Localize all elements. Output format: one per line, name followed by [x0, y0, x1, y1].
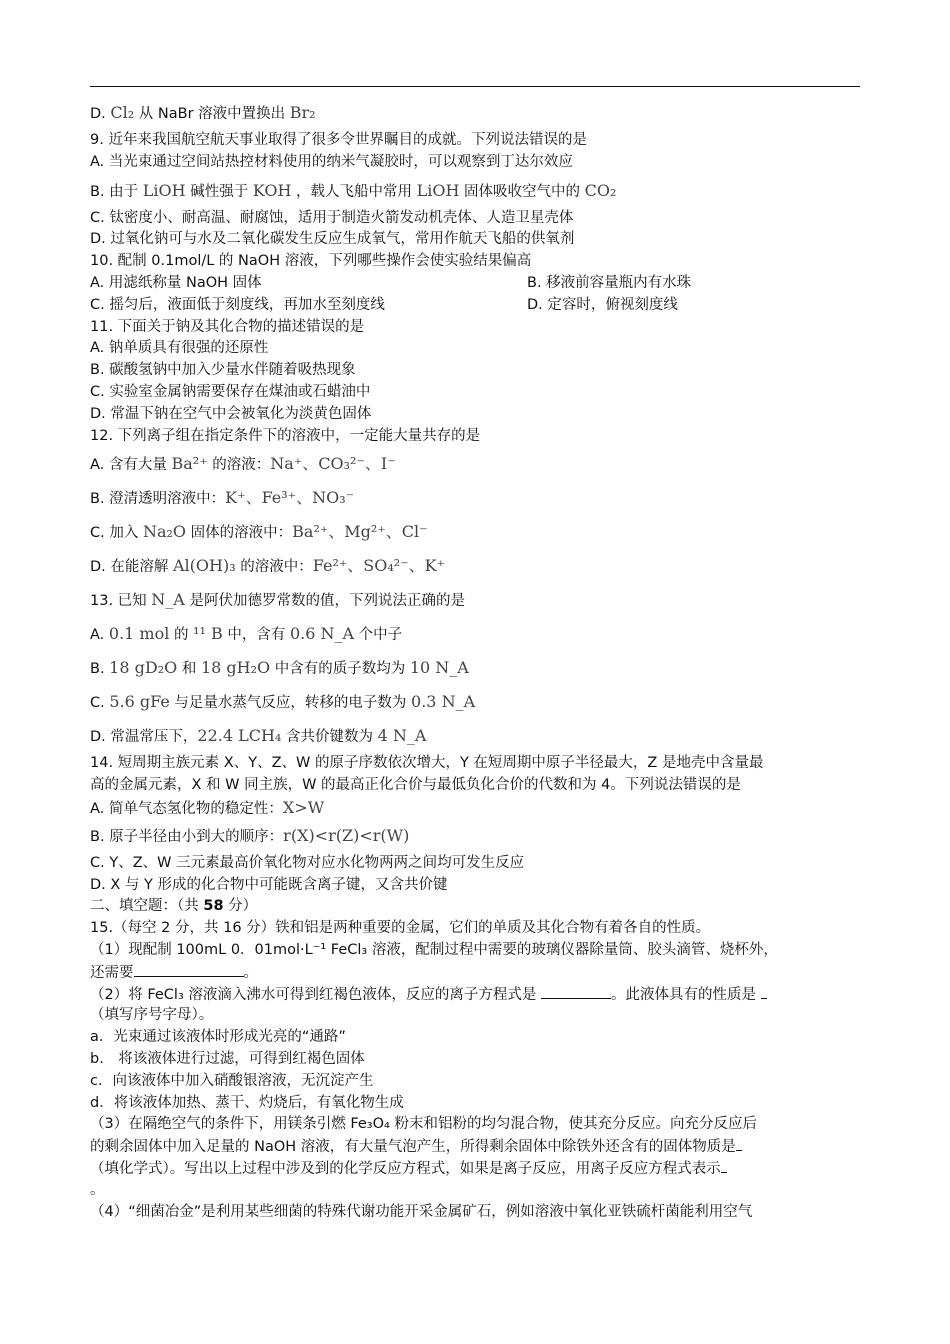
text-line: [90, 819, 860, 853]
text-span: 14. 短周期主族元素 X、Y、Z、W 的原子序数依次增大，Y 在短周期中原子半径最大，Z 是地壳中含量最: [90, 755, 764, 772]
text-line: [90, 719, 860, 753]
text-line: [90, 174, 860, 208]
text-span: ，载人飞船中常用: [291, 183, 417, 200]
text-line: [90, 426, 860, 448]
text-span: C. 实验室金属钠需要保存在煤油或石蜡油中: [90, 383, 371, 400]
text-span: A.: [90, 627, 109, 644]
text-span: 的: [169, 627, 194, 644]
text-span: 还需要: [90, 964, 134, 981]
text-line: [90, 853, 860, 875]
text-span: A. 含有大量: [90, 457, 172, 474]
text-line: [90, 229, 860, 251]
text-span: C. Y、Z、W 三元素最高价氧化物对应水化物两两之间均可发生反应: [90, 854, 525, 871]
formula: Na₂O: [142, 522, 187, 542]
text-line: [90, 583, 860, 617]
text-span: A. 用滤纸称量 NaOH 固体: [90, 274, 262, 291]
text-line: [90, 96, 860, 130]
text-line: [90, 1049, 860, 1071]
text-line: [90, 1136, 860, 1158]
formula: Al(OH)₃: [173, 556, 236, 576]
text-span: 二、填空题：（共: [90, 898, 204, 915]
text-line: [90, 1202, 860, 1224]
text-line: [90, 251, 860, 273]
text-line: [90, 918, 860, 940]
text-span: B. 原子半径由小到大的顺序：: [90, 828, 284, 845]
answer-blank: [134, 962, 244, 977]
text-line: [90, 273, 860, 295]
score-value: 58: [203, 898, 224, 915]
answer-blank: [761, 984, 767, 999]
text-span: A. 钠单质具有很强的还原性: [90, 340, 269, 357]
formula: 10 N_A: [409, 658, 469, 678]
text-span: 分）: [223, 898, 258, 915]
text-line: [90, 360, 860, 382]
formula: Ba²⁺、Mg²⁺、Cl⁻: [292, 522, 428, 542]
text-span: 是阿伏加德罗常数的值，下列说法正确的是: [184, 593, 465, 610]
text-span: D. 在能溶解: [90, 559, 173, 576]
formula: Fe²⁺、SO₄²⁻、K⁺: [312, 556, 446, 576]
text-line: [90, 382, 860, 404]
text-line: [90, 515, 860, 549]
formula: 22.4 LCH₄: [197, 726, 282, 746]
text-line: [90, 447, 860, 481]
text-span: （填写序号字母）。: [90, 1007, 214, 1024]
text-span: 的溶液中：: [235, 559, 313, 576]
text-span: d．将该液体加热、蒸干、灼烧后，有氧化物生成: [90, 1094, 404, 1111]
text-span: 11. 下面关于钠及其化合物的描述错误的是: [90, 318, 365, 335]
text-span: 与足量水蒸气反应，转移的电子数为: [169, 695, 412, 712]
text-span: D. 常温下钠在空气中会被氧化为淡黄色固体: [90, 405, 372, 422]
text-span: 高的金属元素，X 和 W 同主族，W 的最高正化合价与最低负化合价的代数和为 4。下列说法错误的是: [90, 777, 741, 794]
text-line: [90, 1093, 860, 1115]
option-right-column: D. 定容时，俯视刻度线: [527, 296, 678, 313]
text-span: 中，含有: [222, 627, 290, 644]
text-line: [90, 1071, 860, 1093]
text-line: [90, 753, 860, 775]
formula: 5.6 gFe: [109, 692, 170, 712]
answer-blank: [541, 984, 611, 999]
text-span: （1）现配制 100mL 0．01mol·L⁻¹ FeCl₃ 溶液，配制过程中需要的玻璃仪器除量筒、胶头滴管、烧杯外，: [90, 941, 778, 958]
text-line: [90, 940, 860, 962]
formula: Na⁺、CO₃²⁻、I⁻: [270, 454, 396, 474]
text-line: [90, 317, 860, 339]
text-line: [90, 1158, 860, 1180]
text-span: 的溶液：: [207, 457, 271, 474]
text-line: [90, 1180, 860, 1202]
text-span: 。: [243, 964, 258, 981]
text-span: 。: [90, 1181, 105, 1198]
formula: Br₂: [289, 103, 316, 122]
text-span: 固体的溶液中：: [186, 525, 293, 542]
text-line: [90, 152, 860, 174]
text-span: 的剩余固体中加入足量的 NaOH 溶液，有大量气泡产生，所得剩余固体中除铁外还含有的固体物质是: [90, 1139, 736, 1156]
text-span: 10. 配制 0.1mol/L 的 NaOH 溶液，下列哪些操作会使实验结果偏高: [90, 253, 532, 270]
text-span: B. 碳酸氢钠中加入少量水伴随着吸热现象: [90, 362, 356, 379]
formula: 0.3 N_A: [411, 692, 476, 712]
text-line: [90, 208, 860, 230]
text-span: b． 将该液体进行过滤，可得到红褐色固体: [90, 1050, 365, 1067]
text-span: c．向该液体中加入硝酸银溶液，无沉淀产生: [90, 1072, 374, 1089]
text-line: [90, 685, 860, 719]
text-span: 中含有的质子数均为: [270, 661, 410, 678]
answer-blank: [736, 1136, 742, 1151]
text-span: C. 摇匀后，液面低于刻度线，再加水至刻度线: [90, 296, 385, 313]
text-span: （4）“细菌冶金”是利用某些细菌的特殊代谢功能开采金属矿石，例如溶液中氧化亚铁硫杆菌能利用空气: [90, 1203, 753, 1220]
text-span: D. X 与 Y 形成的化合物中可能既含离子键，又含共价键: [90, 876, 448, 893]
text-line: [90, 962, 860, 984]
text-span: 含共价键数为: [281, 729, 378, 746]
text-span: D. 常温常压下，: [90, 729, 198, 746]
text-span: C. 加入: [90, 525, 143, 542]
text-span: 9. 近年来我国航空航天事业取得了很多令世界瞩目的成就。下列说法错误的是: [90, 132, 587, 148]
text-span: B. 由于: [90, 183, 143, 200]
text-line: [90, 1027, 860, 1049]
formula: ¹¹ B: [193, 624, 223, 644]
text-span: 15.（每空 2 分，共 16 分）铁和铝是两种重要的金属，它们的单质及其化合物有着各自的性质。: [90, 920, 711, 937]
text-span: A. 当光束通过空间站热控材料使用的纳米气凝胶时，可以观察到丁达尔效应: [90, 153, 573, 170]
formula: LiOH: [416, 180, 460, 200]
text-span: A. 简单气态氢化物的稳定性：: [90, 800, 283, 817]
formula: 0.6 N_A: [289, 624, 355, 644]
formula: 18 gH₂O: [200, 658, 271, 678]
text-span: 固体吸收空气中的: [459, 183, 585, 200]
formula: 0.1 mol: [108, 624, 170, 644]
formula: 4 N_A: [377, 726, 427, 746]
text-span: D.: [90, 106, 111, 122]
text-line: [90, 896, 860, 918]
text-line: [90, 549, 860, 583]
text-span: （2）将 FeCl₃ 溶液滴入沸水可得到红褐色液体，反应的离子方程式是: [90, 986, 541, 1003]
text-span: 个中子: [354, 627, 403, 644]
text-span: 13. 已知: [90, 593, 152, 610]
header-rule: [90, 86, 860, 87]
answer-blank: [721, 1158, 727, 1173]
text-span: C. 钛密度小、耐高温、耐腐蚀，适用于制造火箭发动机壳体、人造卫星壳体: [90, 209, 574, 226]
text-line: [90, 404, 860, 426]
text-line: [90, 1005, 860, 1027]
text-span: 从 NaBr 溶液中置换出: [134, 106, 290, 122]
text-line: [90, 481, 860, 515]
text-span: 碱性强于: [185, 183, 253, 200]
text-span: C.: [90, 695, 110, 712]
formula: K⁺、Fe³⁺、NO₃⁻: [225, 488, 355, 508]
formula: r(X)<r(Z)<r(W): [283, 825, 410, 845]
text-span: B. 澄清透明溶液中：: [90, 491, 226, 508]
text-line: [90, 984, 860, 1006]
text-line: [90, 1114, 860, 1136]
text-line: [90, 775, 860, 797]
formula: N_A: [151, 590, 185, 610]
text-line: [90, 295, 860, 317]
text-span: D. 过氧化钠可与水及二氧化碳发生反应生成氧气，常用作航天飞船的供氧剂: [90, 231, 575, 248]
text-line: [90, 651, 860, 685]
text-span: 12. 下列离子组在指定条件下的溶液中，一定能大量共存的是: [90, 427, 481, 444]
text-span: （3）在隔绝空气的条件下，用镁条引燃 Fe₃O₄ 粉末和铝粉的均匀混合物，使其充分反应。向充分反应后: [90, 1116, 757, 1133]
exam-page: [90, 96, 860, 1223]
text-line: [90, 130, 860, 152]
formula: KOH: [252, 180, 292, 200]
formula: LiOH: [142, 180, 186, 200]
text-span: 。此液体具有的性质是: [610, 986, 761, 1003]
formula: CO₂: [584, 180, 617, 200]
text-line: [90, 617, 860, 651]
text-span: 和: [177, 661, 201, 678]
text-line: [90, 875, 860, 897]
option-right-column: B. 移液前容量瓶内有水珠: [527, 274, 692, 291]
formula: X>W: [282, 797, 325, 817]
text-line: [90, 338, 860, 360]
formula: Cl₂: [110, 103, 135, 122]
formula: 18 gD₂O: [109, 658, 178, 678]
text-line: [90, 797, 860, 819]
text-span: a．光束通过该液体时形成光亮的“通路”: [90, 1029, 346, 1046]
text-span: （填化学式）。写出以上过程中涉及到的化学反应方程式，如果是离子反应，用离子反应方程式表示: [90, 1160, 721, 1177]
text-span: B.: [90, 661, 110, 678]
formula: Ba²⁺: [171, 454, 208, 474]
